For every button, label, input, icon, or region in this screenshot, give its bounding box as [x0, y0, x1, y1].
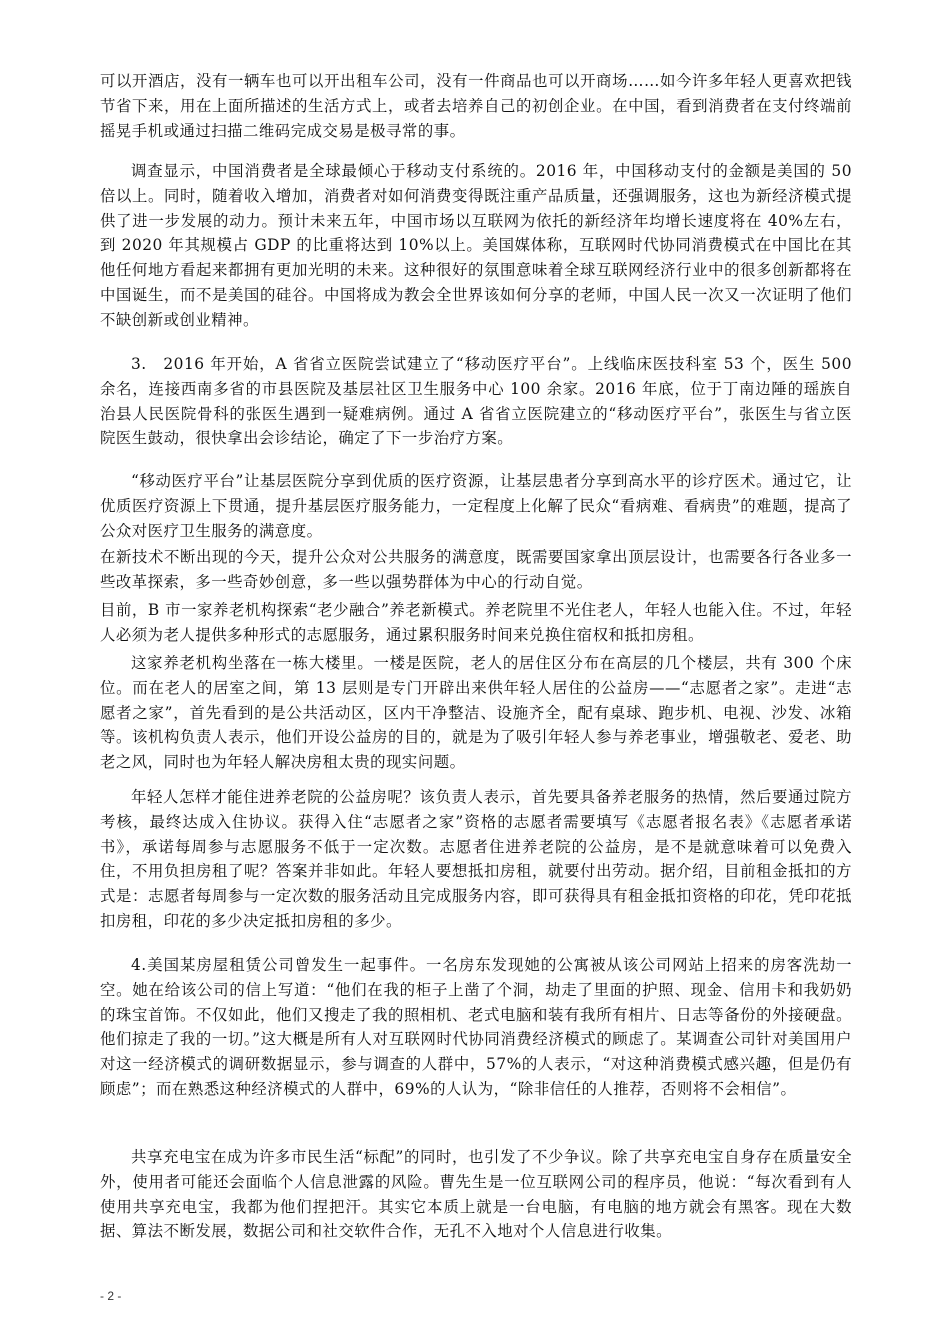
paragraph-shared-power-bank: 共享充电宝在成为许多市民生活“标配”的同时，也引发了不少争议。除了共享充电宝自身存在质量安全外，使用者可能还会面临个人信息泄露的风险。曹先生是一位互联网公司的程序员，他说：“每次看到有人使用共享充电宝，我都为他们捏把汗。其实它本质上就是一台电脑，有电脑的地方就会有黑客。现在大数据、算法不断发展，数据公司和社交软件合作，无孔不入地对个人信息进行收集。 — [100, 1148, 852, 1241]
paragraph-hotel-taxi: 可以开酒店，没有一辆车也可以开出租车公司，没有一件商品也可以开商场……如今许多年轻人更喜欢把钱节省下来，用在上面所描述的生活方式上，或者去培养自己的初创企业。在中国，看到消费者在支付终端前摇晃手机或通过扫描二维码完成交易是极寻常的事。 — [100, 72, 852, 140]
paragraph-public-service-satisfaction: 在新技术不断出现的今天，提升公众对公共服务的满意度，既需要国家拿出顶层设计，也需要各行各业多一些改革探索，多一些奇妙创意，多一些以强势群体为中心的行动自觉。 — [100, 548, 852, 591]
paragraph-elderly-care-model: 目前，B 市一家养老机构探索“老少融合”养老新模式。养老院里不光住老人，年轻人也能入住。不过，年轻人必须为老人提供多种形式的志愿服务，通过累积服务时间来兑换住宿权和抵扣房租。 — [100, 601, 852, 644]
paragraph-volunteer-housing: 年轻人怎样才能住进养老院的公益房呢？该负责人表示，首先要具备养老服务的热情，然后要通过院方考核，最终达成入住协议。获得入住“志愿者之家”资格的志愿者需要填写《志愿者报名表》《志愿者承诺书》，承诺每周参与志愿服务不低于一定次数。志愿者住进养老院的公益房，是不是就意味着可以免费入住，不用负担房租了呢？答案并非如此。年轻人要想抵扣房租，就要付出劳动。据介绍，目前租金抵扣的方式是：志愿者每周参与一定次数的服务活动且完成服务内容，即可获得具有租金抵扣资格的印花，凭印花抵扣房租，印花的多少决定抵扣房租的多少。 — [100, 788, 852, 930]
paragraph-mobile-payment-survey: 调查显示，中国消费者是全球最倾心于移动支付系统的。2016 年，中国移动支付的金额是美国的 50 倍以上。同时，随着收入增加，消费者对如何消费变得既注重产品质量，还强调服务，这也为新经济模式提供了进一步发展的动力。预计未来五年，中国市场以互联网为依托的新经济年均增长速度将在 40%左右，到 2020 年其规模占 GDP 的比重将达到 10%以上。美国媒体称，互联网时代协同消费模式在中国比在其他任何地方看起来都拥有更加光明的未来。这种很好的氛围意味着全球互联网经济行业中的很多创新都将在中国诞生，而不是美国的硅谷。中国将成为教会全世界该如何分享的老师，中国人民一次又一次证明了他们不缺创新或创业精神。 — [100, 162, 852, 329]
page-number: - 2 - — [100, 1289, 122, 1303]
paragraph-rental-incident: 4.美国某房屋租赁公司曾发生一起事件。一名房东发现她的公寓被从该公司网站上招来的房客洗劫一空。她在给该公司的信上写道：“他们在我的柜子上凿了个洞，劫走了里面的护照、现金、信用卡和我奶奶的珠宝首饰。不仅如此，他们又搜走了我的照相机、老式电脑和装有我所有相片、日志等备份的外接硬盘。他们掠走了我的一切。”这大概是所有人对互联网时代协同消费经济模式的顾虑了。某调查公司针对美国用户对这一经济模式的调研数据显示，参与调查的人群中，57%的人表示，“对这种消费模式感兴趣，但是仍有顾虑”；而在熟悉这种经济模式的人群中，69%的人认为，“除非信任的人推荐，否则将不会相信”。 — [100, 956, 852, 1098]
paragraph-platform-benefits: “移动医疗平台”让基层医院分享到优质的医疗资源，让基层患者分享到高水平的诊疗医术。通过它，让优质医疗资源上下贯通，提升基层医疗服务能力，一定程度上化解了民众“看病难、看病贵”的难题，提高了公众对医疗卫生服务的满意度。 — [100, 472, 852, 540]
paragraph-mobile-medical-platform: 3. 2016 年开始，A 省省立医院尝试建立了“移动医疗平台”。上线临床医技科室 53 个，医生 500 余名，连接西南多省的市县医院及基层社区卫生服务中心 100 余家。2016 年底，位于丁南边陲的瑶族自治县人民医院骨科的张医生遇到一疑难病例。通过 A 省省立医院建立的“移动医疗平台”，张医生与省立医院医生鼓动，很快拿出会诊结论，确定了下一步治疗方案。 — [100, 355, 852, 448]
paragraph-elderly-care-building: 这家养老机构坐落在一栋大楼里。一楼是医院，老人的居住区分布在高层的几个楼层，共有 300 个床位。而在老人的居室之间，第 13 层则是专门开辟出来供年轻人居住的公益房——“志愿者之家”。走进“志愿者之家”，首先看到的是公共活动区，区内干净整洁、设施齐全，配有桌球、跑步机、电视、沙发、冰箱等。该机构负责人表示，他们开设公益房的目的，就是为了吸引年轻人参与养老事业，增强敬老、爱老、助老之风，同时也为年轻人解决房租太贵的现实问题。 — [100, 654, 852, 772]
